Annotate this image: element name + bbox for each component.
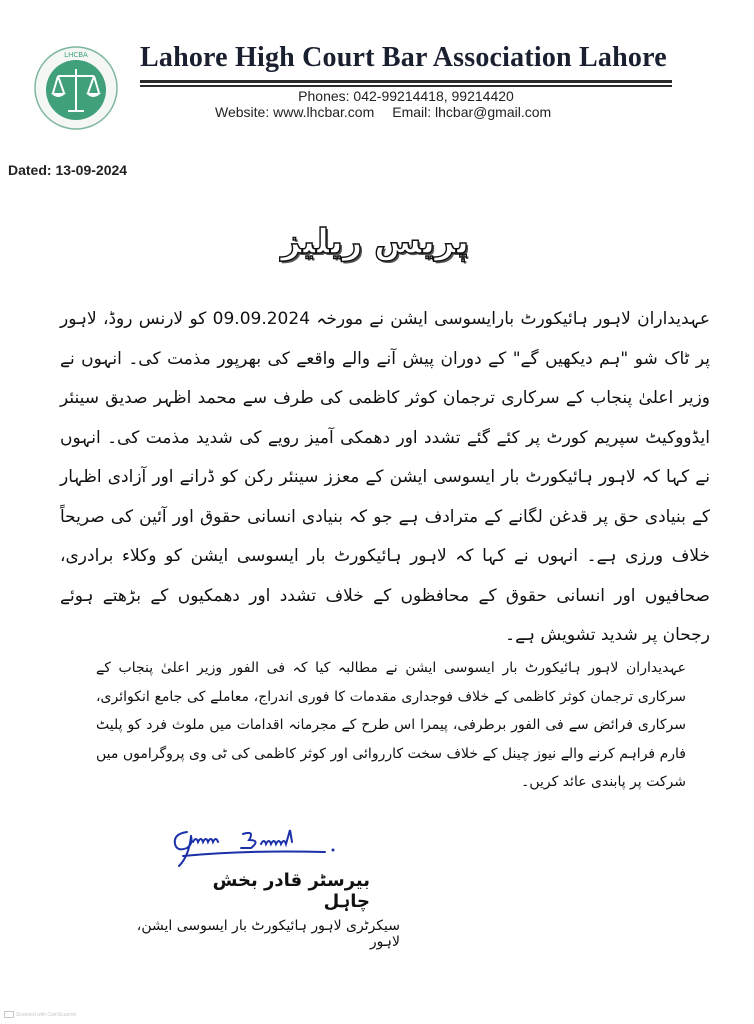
header-divider-secondary — [140, 85, 672, 87]
handwritten-signature — [165, 822, 365, 872]
body-paragraph-1: عہدیداران لاہور ہائیکورٹ بارایسوسی ایشن نے مورخہ 09.09.2024 کو لارنس روڈ، لاہور پر ٹاک شو "ہم دیکھیں گے" کے دوران پیش آنے والے واقعے کی بھرپور مذمت کی۔ انہوں نے وزیر اعلیٰ پنجاب کے سرکاری ترجمان کوثر کاظمی کی طرف سے محمد اظہر صدیق سینئر ایڈووکیٹ سپریم کورٹ پر کئے گئے تشدد اور دھمکی آمیز رویے کی شدید مذمت کی۔ انہوں نے کہا کہ لاہور ہائیکورٹ بار ایسوسی ایشن کے معزز سینئر رکن کو ڈرانے اور آزادی اظہار کے بنیادی حق پر قدغن لگانے کے مترادف ہے جو کہ بنیادی انسانی حقوق اور آئین کی صریحاً خلاف ورزی ہے۔ انہوں نے کہا کہ لاہور ہائیکورٹ بار ایسوسی ایشن کو وکلاء برادری، صحافیوں اور انسانی حقوق کے محافظوں کے خلاف تشدد اور دھمکیوں کے بڑھتے ہوئے رجحان پر شدید تشویش ہے۔ — [60, 309, 710, 645]
contact-line — [215, 104, 635, 120]
scanner-text: Scanned with CamScanner — [16, 1011, 77, 1018]
organization-title: Lahore High Court Bar Association Lahore — [140, 42, 667, 73]
date-label: Dated: 13-09-2024 — [8, 162, 128, 178]
email-text[interactable]: Email: lhcbar@gmail.com — [392, 104, 552, 120]
signatory-name: بیرسٹر قادر بخش چاہل — [212, 870, 370, 912]
phone-numbers: Phones: 042-99214418, 99214420 — [298, 88, 514, 104]
press-release-heading: پریس ریلیز — [281, 222, 469, 262]
header-divider — [140, 80, 672, 83]
body-paragraph-2: عہدیداران لاہور ہائیکورٹ بار ایسوسی ایشن نے مطالبہ کیا کہ فی الفور وزیر اعلیٰ پنجاب کے سرکاری ترجمان کوثر کاظمی کے خلاف فوجداری مقدمات کا فوری اندراج، معاملے کی جامع انکوائری، سرکاری فرائض سے فی الفور برطرفی، پیمرا اس طرح کے مجرمانہ اقدامات میں ملوث فرد کو پلیٹ فارم فراہم کرنے والے نیوز چینل کے خلاف سخت کارروائی اور کوثر کاظمی کی ٹی وی پروگراموں میں شرکت پر پابندی عائد کریں۔ — [96, 660, 686, 790]
website-text[interactable]: Website: www.lhcbar.com — [215, 104, 375, 120]
seal-abbrev: LHCBA — [64, 51, 88, 59]
signatory-title: سیکرٹری لاہور ہائیکورٹ بار ایسوسی ایشن، لاہور — [136, 918, 400, 950]
lhcba-seal-logo — [33, 45, 119, 131]
camscanner-icon — [4, 1011, 14, 1018]
scanner-watermark — [4, 1011, 77, 1018]
